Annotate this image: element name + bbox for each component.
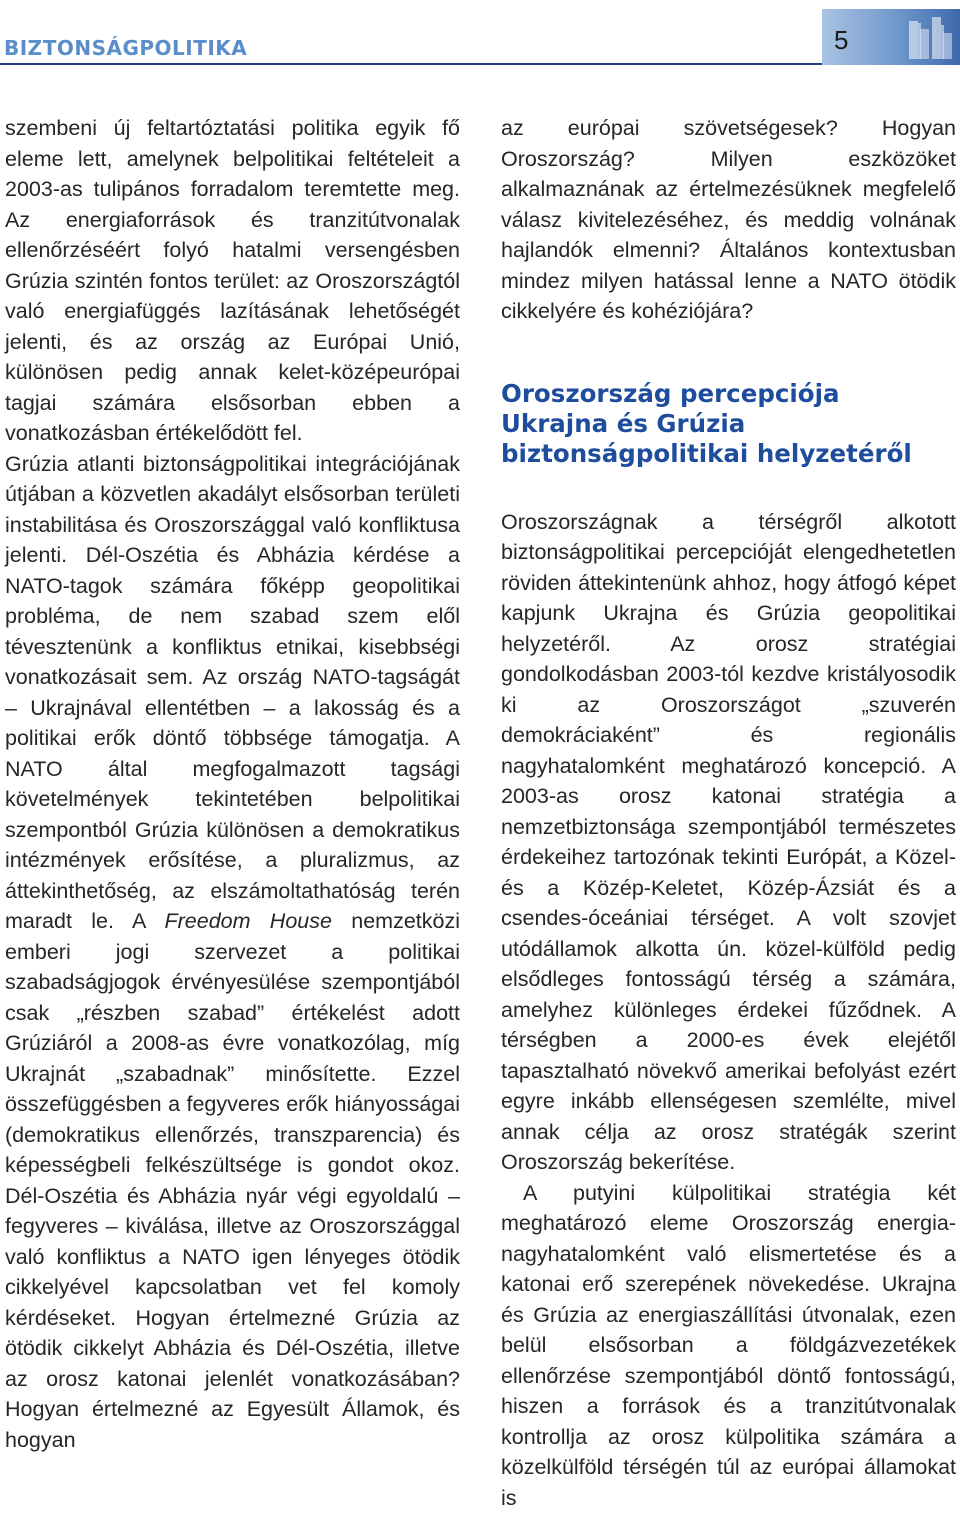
left-column <box>5 113 460 1455</box>
page-number-box <box>822 9 960 65</box>
paragraph: az európai szövetségesek? Hogyan Oroszország? Milyen eszközöket alkalmaznának az értelmezésüknek megfelelő válasz kivitelezéséhez, és meddig volnának hajlandók elmenni? Általános kontextusban mindez milyen hatással lenne a NATO ötödik cikkelyére és kohéziójára? <box>501 113 956 327</box>
subheading-line: biztonságpolitikai helyzetéről <box>501 439 956 469</box>
paragraph <box>5 449 460 1456</box>
paragraph-text: nemzetközi emberi jogi szervezet a politikai szabadságjogok érvényesülése szempontjából csak „részben szabad” értékelést adott Grúziáról a 2008-as évre vonatkozólag, míg Ukrajnát „szabadnak” minősítette. Ezzel összefüggésben a fegyveres erők hiányosságai (demokratikus ellenőrzés, transzparencia) és képességbeli felkészültsége is gondot okoz. Dél-Oszétia és Abházia nyár végi egyoldalú – fegyveres – kiválása, illetve az Oroszországgal való konfliktus a NATO igen lényeges ötödik cikkelyével kapcsolatban vet fel komoly kérdéseket. Hogyan értelmezné Grúzia az ötödik cikkelyt Abházia és Dél-Oszétia, illetve az orosz katonai jelenlét vonatkozásában? Hogyan értelmezné az Egyesült Államok, és hogyan <box>5 909 460 1452</box>
page-number: 5 <box>834 25 848 56</box>
subheading-line: Ukrajna és Grúzia <box>501 409 956 439</box>
journal-logo-icon <box>906 13 958 63</box>
organization-name: Freedom House <box>164 909 331 933</box>
section-subheading <box>501 379 956 469</box>
paragraph-text: Grúzia atlanti biztonságpolitikai integrációjának útjában a közvetlen akadályt elsősorban területi instabilitása és Oroszországgal való konfliktusa jelenti. Dél-Oszétia és Abházia kérdése a NATO-tagok számára főképp geopolitikai probléma, de nem szabad szem elől tévesztenünk a konfliktus etnikai, kisebbségi vonatkozásait sem. Az ország NATO-tagságát – Ukrajnával ellentétben – a lakosság és a politikai erők döntő többsége támogatja. A NATO által megfogalmazott tagsági követelmények tekintetében belpolitikai szempontból Grúzia különösen a demokratikus intézmények erősítése, a pluralizmus, az áttekinthetőség, az elszámoltathatóság terén maradt le. A <box>5 452 460 934</box>
subheading-line: Oroszország percepciója <box>501 379 956 409</box>
paragraph: A putyini külpolitikai stratégia két meghatározó eleme Oroszország energia-nagyhatalomként való elismertetése és a katonai erő szerepének növekedése. Ukrajna és Grúzia az energiaszállítási útvonalak, ezen belül elsősorban a földgázvezetékek ellenőrzése szempontjából döntő fontosságú, hiszen a források és a tranzitútvonalak kontrollja az orosz külpolitika számára a közelkülföld térségén túl az európai államokat is <box>501 1178 956 1513</box>
paragraph: szembeni új feltartóztatási politika egyik fő eleme lett, amelynek belpolitikai feltételeit a 2003-as tulipános forradalom teremtette meg. Az energiaforrások és tranzitútvonalak ellenőrzéséért folyó hatalmi versengésben Grúzia szintén fontos terület: az Oroszországtól való energiafüggés lazításának lehetőségét jelenti, és az ország az Európai Unió, különösen pedig annak kelet-középeurópai tagjai számára elsősorban ebben a vonatkozásban értékelődött fel. <box>5 113 460 449</box>
page-header <box>0 0 960 66</box>
section-title: BIZTONSÁGPOLITIKA <box>4 36 247 60</box>
paragraph: Oroszországnak a térségről alkotott biztonságpolitikai percepcióját elengedhetetlen röviden áttekintenünk ahhoz, hogy átfogó képet kapjunk Ukrajna és Grúzia geopolitikai helyzetéről. Az orosz stratégiai gondolkodásban 2003-tól kezdve kristályosodik ki az Oroszországot „szuverén demokráciaként” és regionális nagyhatalomként meghatározó koncepció. A 2003-as orosz katonai stratégia a nemzetbiztonsága szempontjából természetes érdekeihez tartozónak tekinti Európát, a Közel- és a Közép-Keletet, Közép-Ázsiát és a csendes-óceániai térséget. A volt szovjet utódállamok alkotta ún. közel-külföld pedig elsődleges fontosságú térség a számára, amelyhez különleges érdekei fűződnek. A térségben a 2000-es évek elejétől tapasztalható növekvő amerikai befolyást ezért egyre inkább ellenségesen szemlélte, mivel annak célja az orosz stratégák szerint Oroszország bekerítése. <box>501 507 956 1178</box>
right-column <box>501 113 956 1513</box>
header-rule <box>0 63 822 65</box>
